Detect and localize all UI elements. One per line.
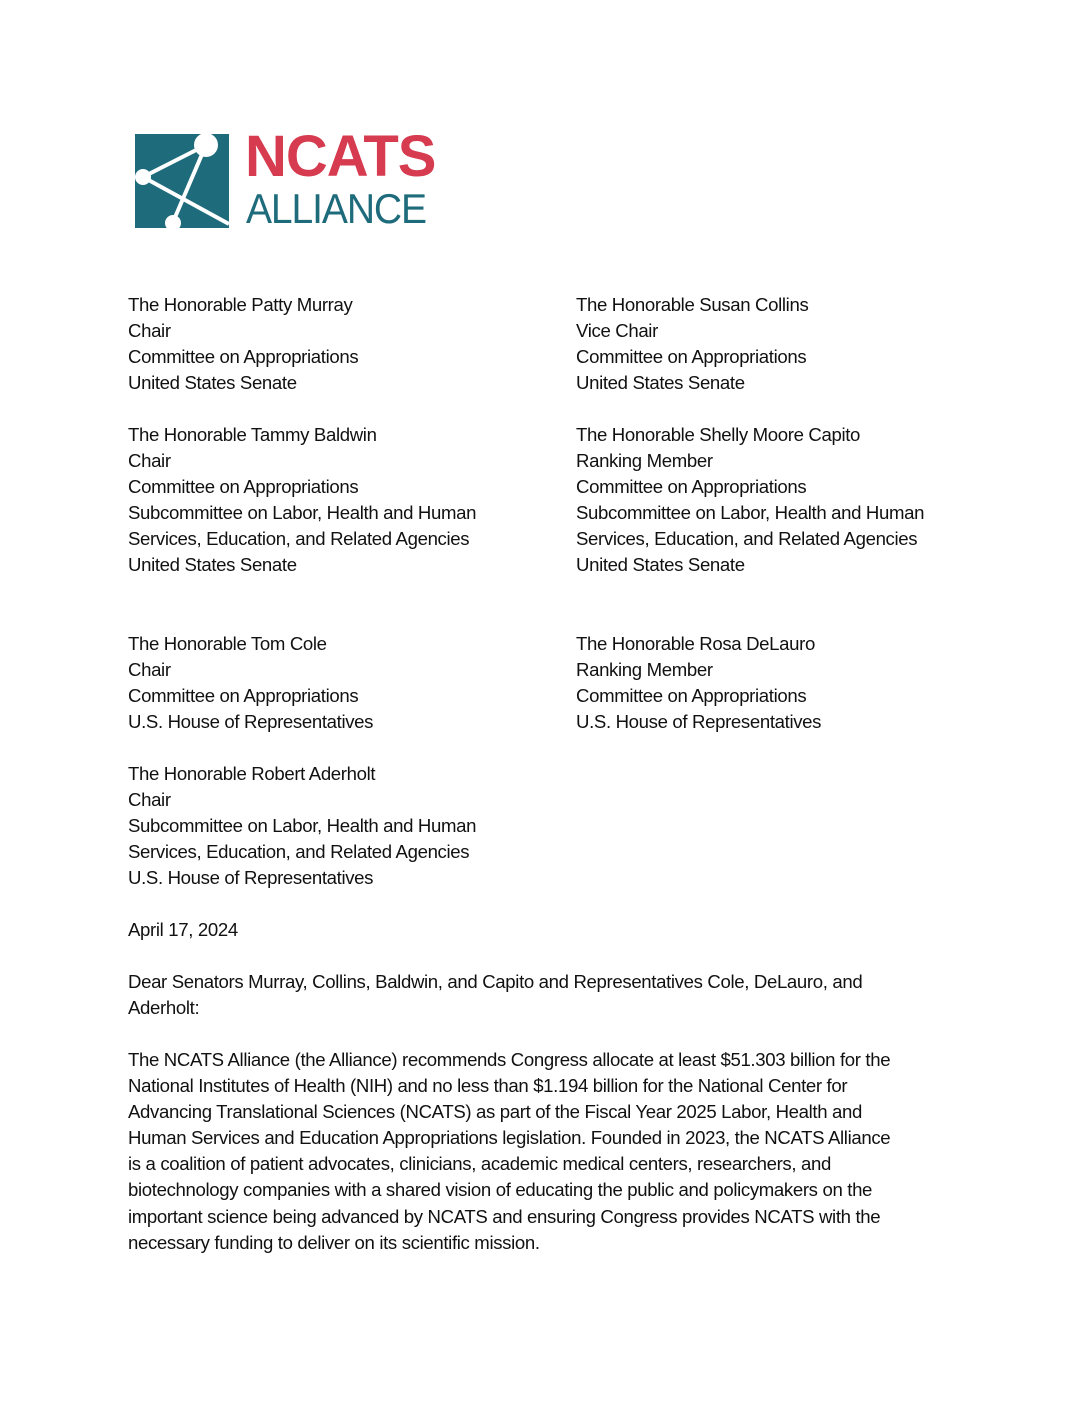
- recipient-line: Subcommittee on Labor, Health and Human: [128, 815, 477, 837]
- recipient-capito: [576, 422, 924, 579]
- recipient-baldwin: [128, 422, 476, 579]
- recipient-murray: [128, 292, 358, 396]
- body-line: biotechnology companies with a shared vision of educating the public and policymakers on the: [128, 1179, 873, 1201]
- salutation-line: Aderholt:: [128, 997, 200, 1019]
- recipient-line: The Honorable Robert Aderholt: [128, 763, 376, 784]
- recipient-line: Committee on Appropriations: [128, 476, 359, 498]
- date-text: April 17, 2024: [128, 919, 238, 940]
- recipient-line: U.S. House of Representatives: [128, 711, 374, 733]
- recipient-line: Chair: [128, 789, 171, 811]
- body-line: National Institutes of Health (NIH) and no less than $1.194 billion for the National Center for: [128, 1075, 848, 1097]
- logo-alliance-text: ALLIANCE: [246, 185, 426, 232]
- body-line: is a coalition of patient advocates, clinicians, academic medical centers, researchers, and: [128, 1153, 831, 1175]
- recipient-line: Committee on Appropriations: [128, 346, 359, 368]
- body-paragraph-1: [128, 1047, 968, 1256]
- body-line: important science being advanced by NCATS and ensuring Congress provides NCATS with the: [128, 1205, 881, 1227]
- recipient-line: Services, Education, and Related Agencies: [128, 841, 470, 863]
- recipient-line: Services, Education, and Related Agencies: [128, 528, 470, 550]
- recipient-line: Ranking Member: [576, 659, 713, 681]
- recipient-line: Chair: [128, 320, 171, 342]
- ncats-alliance-logo: [135, 124, 465, 232]
- salutation: [128, 969, 968, 1021]
- recipient-line: Services, Education, and Related Agencies: [576, 528, 918, 550]
- body-line: necessary funding to deliver on its scientific mission.: [128, 1231, 540, 1253]
- recipient-line: United States Senate: [576, 554, 745, 576]
- recipient-line: The Honorable Shelly Moore Capito: [576, 424, 861, 445]
- recipient-line: The Honorable Patty Murray: [128, 294, 353, 315]
- logo-ncats-text: NCATS: [245, 124, 436, 189]
- recipient-line: Chair: [128, 659, 171, 681]
- recipient-line: Chair: [128, 450, 171, 472]
- recipient-line: Committee on Appropriations: [576, 346, 807, 368]
- letter-date: [128, 917, 238, 943]
- recipient-line: The Honorable Rosa DeLauro: [576, 633, 815, 654]
- recipient-line: Committee on Appropriations: [576, 476, 807, 498]
- recipient-line: United States Senate: [128, 372, 297, 394]
- recipient-line: Committee on Appropriations: [576, 685, 807, 707]
- recipient-delauro: [576, 631, 821, 735]
- recipient-line: U.S. House of Representatives: [576, 711, 822, 733]
- salutation-line: Dear Senators Murray, Collins, Baldwin, and Capito and Representatives Cole, DeLauro, and: [128, 971, 863, 992]
- recipient-line: The Honorable Tammy Baldwin: [128, 424, 377, 445]
- recipient-cole: [128, 631, 373, 735]
- network-nodes-icon: [135, 134, 229, 228]
- recipient-line: Subcommittee on Labor, Health and Human: [576, 502, 925, 524]
- recipient-line: Committee on Appropriations: [128, 685, 359, 707]
- body-line: Human Services and Education Appropriations legislation. Founded in 2023, the NCATS Alliance: [128, 1127, 891, 1149]
- recipient-line: The Honorable Tom Cole: [128, 633, 327, 654]
- recipient-line: Ranking Member: [576, 450, 713, 472]
- recipient-line: United States Senate: [128, 554, 297, 576]
- recipient-line: Subcommittee on Labor, Health and Human: [128, 502, 477, 524]
- recipient-aderholt: [128, 761, 476, 891]
- body-line: Advancing Translational Sciences (NCATS) as part of the Fiscal Year 2025 Labor, Health and: [128, 1101, 863, 1123]
- recipient-collins: [576, 292, 808, 396]
- recipient-line: The Honorable Susan Collins: [576, 294, 809, 315]
- body-line: The NCATS Alliance (the Alliance) recommends Congress allocate at least $51.303 billion for the: [128, 1049, 891, 1070]
- recipient-line: United States Senate: [576, 372, 745, 394]
- recipient-line: U.S. House of Representatives: [128, 867, 374, 889]
- recipient-line: Vice Chair: [576, 320, 658, 342]
